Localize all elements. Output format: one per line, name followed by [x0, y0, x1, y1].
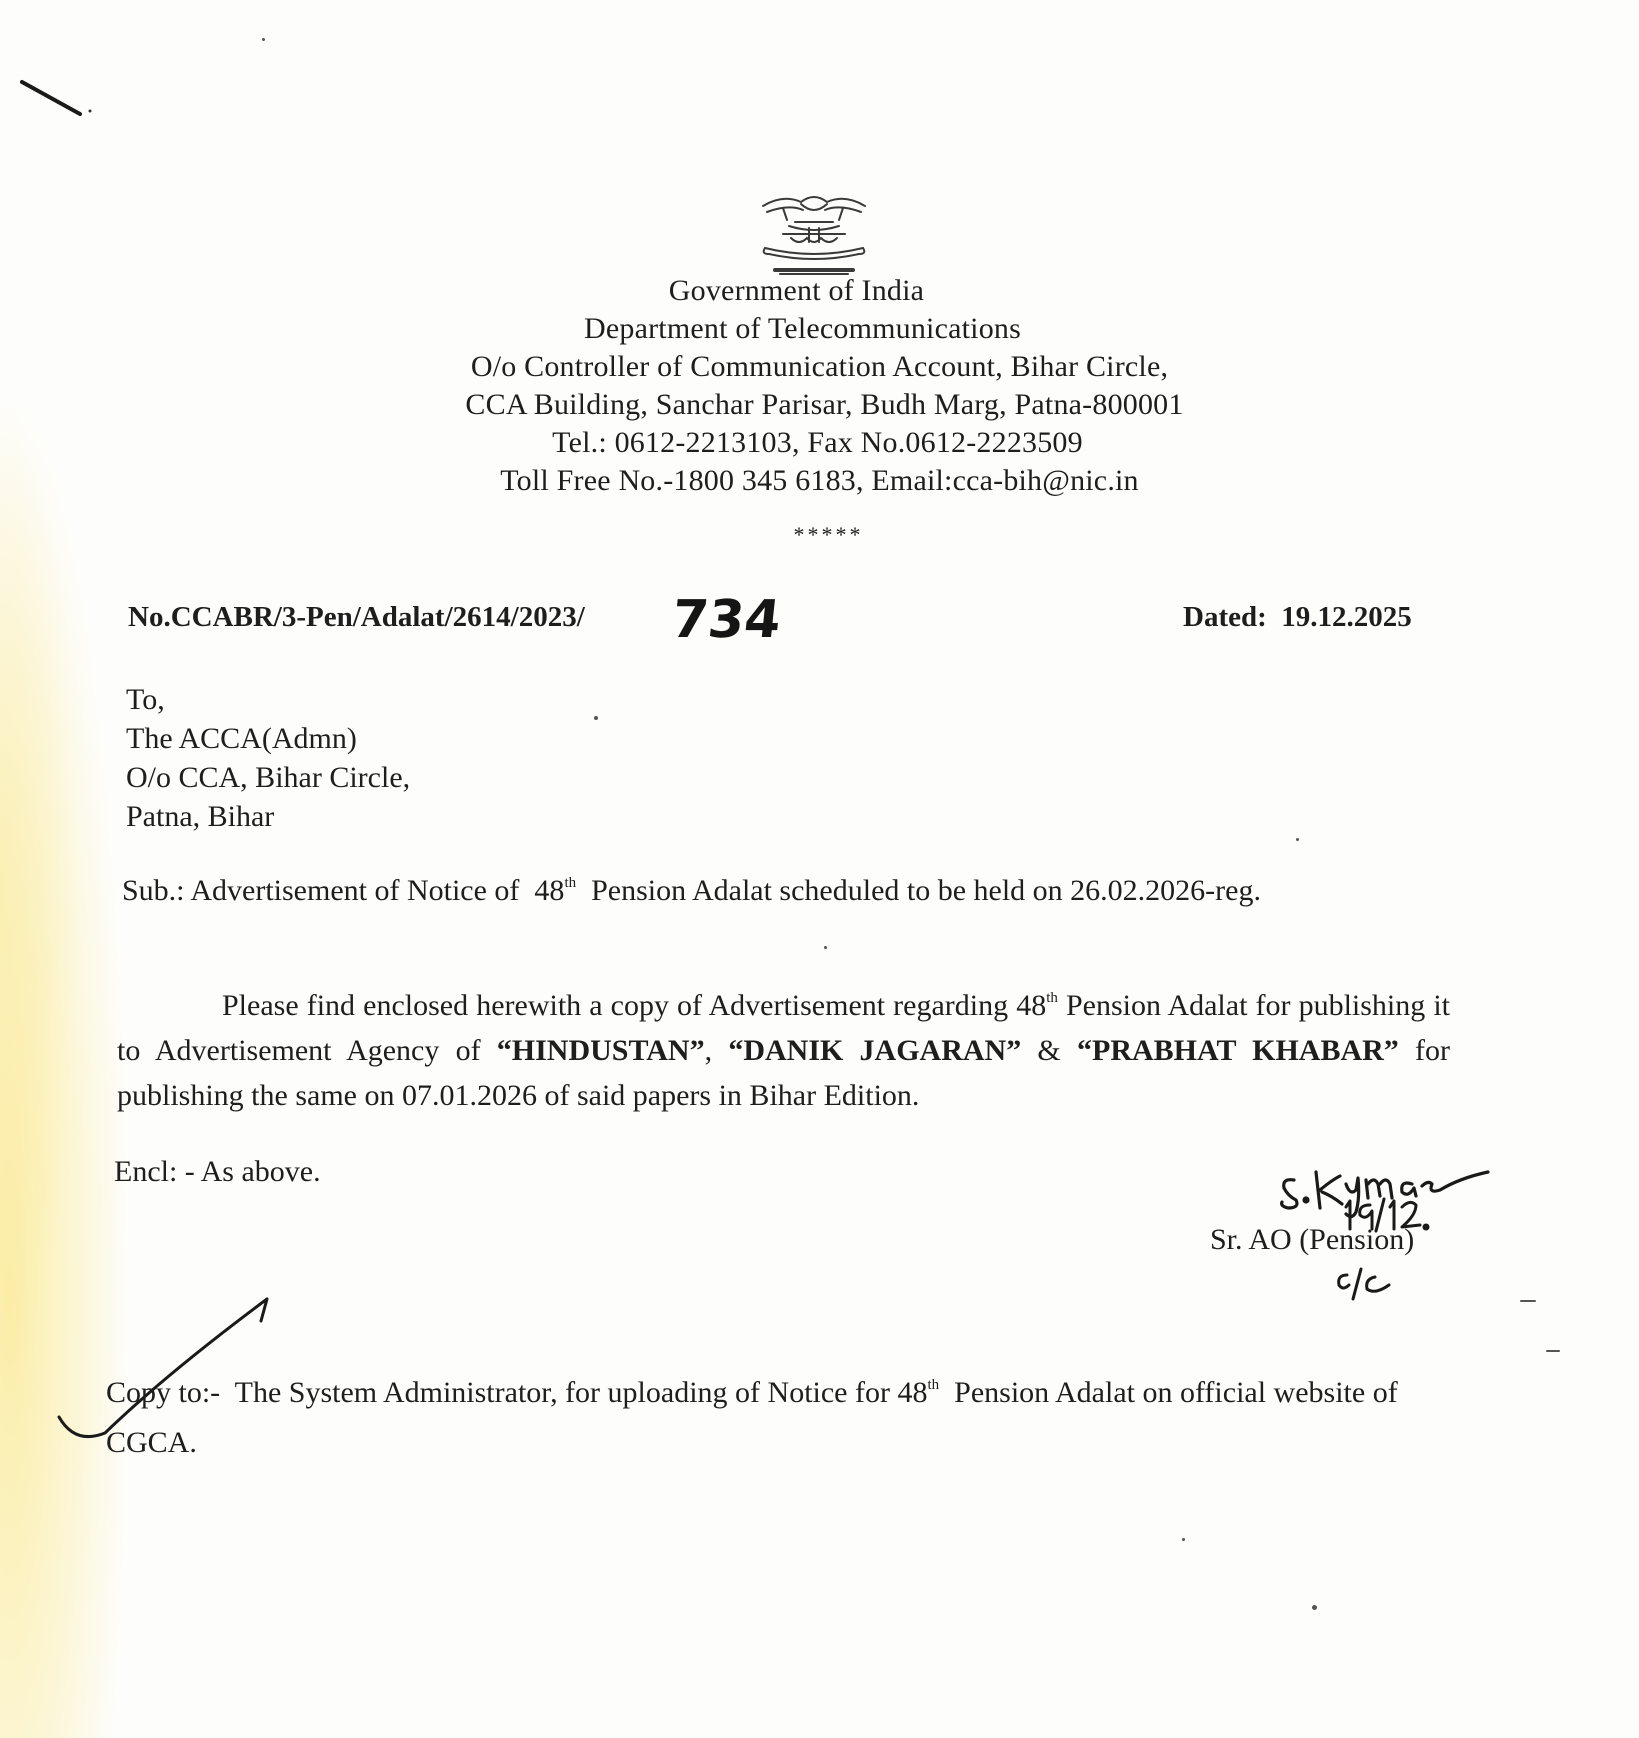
dated-value: 19.12.2025	[1281, 601, 1412, 633]
newspaper-danik-jagaran: “DANIK JAGARAN”	[728, 1034, 1022, 1067]
subject-prefix: Sub.: Advertisement of Notice of 48	[122, 874, 565, 907]
body-paragraph	[117, 983, 1450, 1118]
body-ordinal: th	[1046, 990, 1058, 1006]
copy-to-note	[106, 1368, 1451, 1468]
subject-suffix: Pension Adalat scheduled to be held on 26.02.2026-reg.	[576, 874, 1261, 907]
handwritten-cc-mark	[1335, 1265, 1395, 1301]
scan-speck	[824, 946, 827, 949]
body-text-2: Pension Adalat for publishing it to Advertisement Agency of	[117, 989, 1451, 1067]
addressee-salutation: To,	[126, 683, 165, 716]
copy-to-text-2: Pension Adalat on official website of CGCA.	[106, 1376, 1406, 1459]
letterhead-address: CCA Building, Sanchar Parisar, Budh Marg, Patna-800001	[465, 388, 1184, 421]
copy-to-ordinal: th	[927, 1377, 940, 1393]
enclosure-note: Encl: - As above.	[114, 1155, 321, 1188]
addressee-title: The ACCA(Admn)	[126, 722, 357, 755]
body-separator-1: ,	[704, 1034, 729, 1067]
handwritten-reference-suffix: 734	[668, 590, 784, 650]
body-text-1: Please find enclosed herewith a copy of Advertisement regarding 48	[222, 989, 1047, 1022]
newspaper-prabhat-khabar: “PRABHAT KHABAR”	[1077, 1034, 1399, 1067]
body-separator-2: &	[1021, 1034, 1077, 1067]
addressee-office: O/o CCA, Bihar Circle,	[126, 761, 411, 794]
publish-date: 07.01.2026	[401, 1079, 537, 1112]
letterhead-tollfree-email: Toll Free No.-1800 345 6183, Email:cca-bih@nic.in	[500, 464, 1139, 497]
scan-speck	[1546, 1350, 1560, 1352]
dated-label: Dated:	[1183, 601, 1267, 633]
letter-date	[1183, 601, 1412, 634]
scan-speck	[1182, 1538, 1185, 1541]
scan-speck	[1312, 1605, 1317, 1610]
signatory-designation: Sr. AO (Pension)	[1210, 1223, 1415, 1256]
reference-number: No.CCABR/3-Pen/Adalat/2614/2023/	[128, 601, 585, 633]
addressee-city: Patna, Bihar	[126, 800, 275, 833]
subject-line	[122, 874, 1261, 908]
scan-speck	[1520, 1300, 1536, 1302]
letterhead-separator: *****	[793, 522, 864, 547]
pen-stroke-mark	[20, 78, 95, 123]
letterhead-telephone: Tel.: 0612-2213103, Fax No.0612-2223509	[552, 426, 1083, 459]
state-emblem-icon	[753, 190, 875, 278]
scan-speck	[262, 38, 265, 41]
letterhead-office: O/o Controller of Communication Account, Bihar Circle,	[470, 350, 1169, 383]
copy-to-text-1: Copy to:- The System Administrator, for uploading of Notice for 48	[106, 1376, 928, 1409]
body-text-3: for publishing the same on	[117, 1034, 1450, 1112]
newspaper-hindustan: “HINDUSTAN”	[496, 1034, 705, 1067]
subject-ordinal: th	[564, 875, 577, 891]
scan-speck	[1296, 838, 1299, 841]
letterhead-government: Government of India	[668, 274, 925, 307]
letterhead-department: Department of Telecommunications	[584, 312, 1021, 345]
scan-speck	[594, 716, 598, 720]
body-text-4: of said papers in Bihar Edition.	[536, 1079, 920, 1112]
